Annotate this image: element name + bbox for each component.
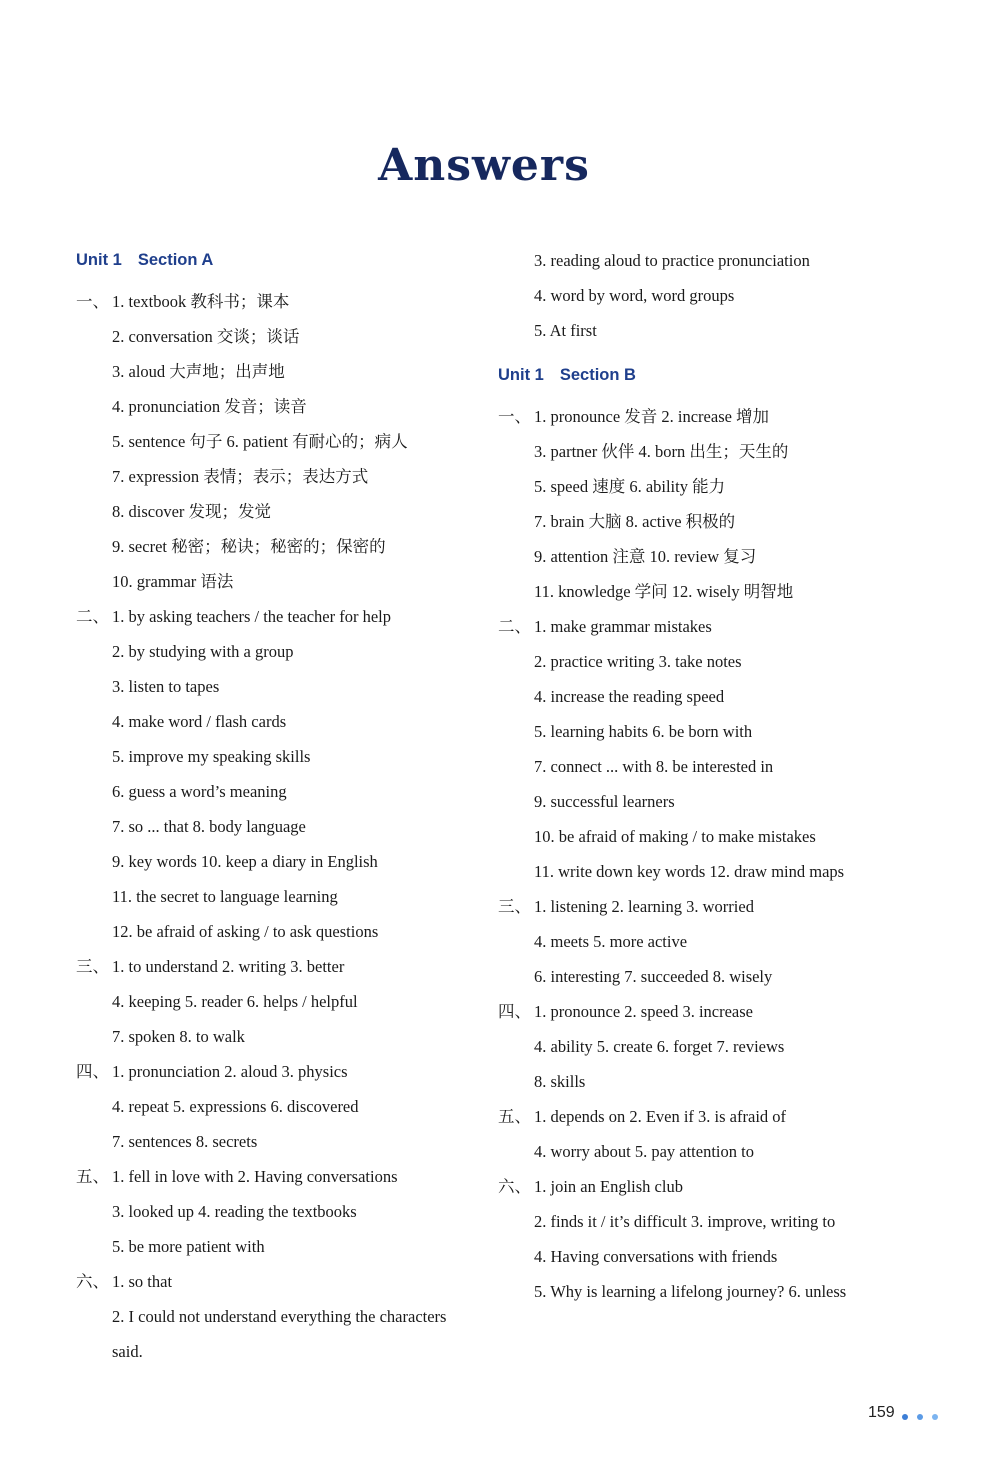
answer-line [76,389,496,424]
page-decoration-dots [902,1407,947,1425]
answer-line [76,424,496,459]
answer-text: 3. reading aloud to practice pronunciation [534,251,810,270]
answer-line [498,819,918,854]
answer-text: 1. pronunciation 2. aloud 3. physics [112,1062,348,1081]
answer-text: 4. increase the reading speed [534,687,725,706]
answer-text: 7. brain 大脑 8. active 积极的 [534,512,736,531]
page-number: 159 [868,1404,895,1421]
answer-list-section-a [76,284,496,1369]
answer-text: 5. speed 速度 6. ability 能力 [534,477,726,496]
answer-line [498,889,918,924]
answer-line [498,644,918,679]
unit-label: Unit 1 [76,251,122,269]
answer-text: 2. by studying with a group [112,642,294,661]
answer-text: 10. be afraid of making / to make mistakes [534,827,816,846]
answer-text: 3. looked up 4. reading the textbooks [112,1202,357,1221]
answer-text: 4. worry about 5. pay attention to [534,1142,754,1161]
answer-line [498,1029,918,1064]
answer-line [498,574,918,609]
answer-line [76,494,496,529]
section-label: Section A [137,251,214,269]
answer-line [498,679,918,714]
question-group-number: 六、 [498,1177,531,1196]
section-heading-unit1-a [76,243,496,278]
answer-line [76,1124,496,1159]
answer-line [498,504,918,539]
answer-line [76,599,496,634]
answer-text: 2. finds it / it’s difficult 3. improve, writing to [534,1212,836,1231]
answer-text: 4. ability 5. create 6. forget 7. reviews [534,1037,785,1056]
right-column [498,243,918,1309]
question-group-number: 二、 [498,617,531,636]
answer-line [498,469,918,504]
answer-line [76,529,496,564]
answer-text: 7. spoken 8. to walk [112,1027,245,1046]
answer-line [498,854,918,889]
answer-text: 2. conversation 交谈；谈话 [112,327,300,346]
question-group-number: 二、 [76,607,109,626]
answer-line [498,1169,918,1204]
answer-line [76,1019,496,1054]
section-heading-unit1-b [498,358,918,393]
answer-line [498,434,918,469]
answer-text: 7. connect ... with 8. be interested in [534,757,774,776]
answer-text: 10. grammar 语法 [112,572,234,591]
answer-text: 5. Why is learning a lifelong journey? 6. unless [534,1282,847,1301]
question-group-number: 三、 [76,957,109,976]
answer-line [498,994,918,1029]
section-label: Section B [559,366,636,384]
answer-line [76,669,496,704]
answer-text: 9. successful learners [534,792,675,811]
answer-text: 3. aloud 大声地；出声地 [112,362,285,381]
question-group-number: 四、 [76,1062,109,1081]
answer-text: 1. pronounce 发音 2. increase 增加 [534,407,770,426]
answer-line [76,774,496,809]
answer-line [498,1239,918,1274]
answer-list-section-b [498,399,918,1309]
answer-line [76,914,496,949]
answer-text: 1. join an English club [534,1177,683,1196]
answer-line [76,459,496,494]
answer-line [76,284,496,319]
answer-line [76,1264,496,1299]
answer-line [498,1134,918,1169]
answer-line [76,1159,496,1194]
answer-text: 2. I could not understand everything the characters [112,1307,447,1326]
answer-text: 1. depends on 2. Even if 3. is afraid of [534,1107,787,1126]
answer-text: 11. knowledge 学问 12. wisely 明智地 [534,582,794,601]
answer-line [76,704,496,739]
answer-text: 1. by asking teachers / the teacher for help [112,607,392,626]
question-group-number: 四、 [498,1002,531,1021]
question-group-number: 一、 [76,292,109,311]
answer-line [76,809,496,844]
answer-line [498,749,918,784]
answer-text: 9. key words 10. keep a diary in English [112,852,378,871]
spacer [498,348,918,358]
question-group-number: 三、 [498,897,531,916]
answer-text: 9. attention 注意 10. review 复习 [534,547,757,566]
answer-line [498,924,918,959]
answer-text: 5. learning habits 6. be born with [534,722,753,741]
answer-text: 2. practice writing 3. take notes [534,652,742,671]
answer-line [76,1299,496,1334]
answer-text: 9. secret 秘密；秘诀；秘密的；保密的 [112,537,386,556]
answer-text: 5. At first [534,321,597,340]
answer-text: 11. write down key words 12. draw mind maps [534,862,845,881]
answer-line [76,949,496,984]
unit-label: Unit 1 [498,366,544,384]
answer-text: 1. pronounce 2. speed 3. increase [534,1002,754,1021]
answer-line [76,1194,496,1229]
answer-line [76,1229,496,1264]
answer-text: 3. partner 伙伴 4. born 出生；天生的 [534,442,789,461]
answer-line [76,844,496,879]
answer-text: 3. listen to tapes [112,677,220,696]
answer-line [76,1054,496,1089]
question-group-number: 五、 [76,1167,109,1186]
answer-text: 5. sentence 句子 6. patient 有耐心的；病人 [112,432,408,451]
answer-text: 4. pronunciation 发音；读音 [112,397,307,416]
answer-list-section-a-continued [498,243,918,348]
answer-line [498,1204,918,1239]
answer-text: 7. sentences 8. secrets [112,1132,258,1151]
answer-text: 12. be afraid of asking / to ask questions [112,922,379,941]
answer-line [498,313,918,348]
answer-line [498,539,918,574]
answer-line [498,714,918,749]
answer-line [498,959,918,994]
answer-text: 4. word by word, word groups [534,286,735,305]
answer-line [498,784,918,819]
answer-text: 4. meets 5. more active [534,932,688,951]
answer-text: 6. interesting 7. succeeded 8. wisely [534,967,773,986]
question-group-number: 一、 [498,407,531,426]
answer-line [76,1334,496,1369]
answer-line [76,564,496,599]
answer-line [498,609,918,644]
answer-line [76,984,496,1019]
answer-line [498,278,918,313]
answer-text: 4. Having conversations with friends [534,1247,778,1266]
answer-text: 8. discover 发现；发觉 [112,502,272,521]
answer-text: 1. to understand 2. writing 3. better [112,957,345,976]
answer-text: 5. be more patient with [112,1237,265,1256]
answer-text: 1. so that [112,1272,173,1291]
answer-text: 4. repeat 5. expressions 6. discovered [112,1097,359,1116]
answer-text: 5. improve my speaking skills [112,747,311,766]
answer-text: 7. expression 表情；表示；表达方式 [112,467,369,486]
answer-line [498,399,918,434]
answer-line [498,1064,918,1099]
answer-text: 4. keeping 5. reader 6. helps / helpful [112,992,358,1011]
answer-line [76,739,496,774]
answer-line [76,319,496,354]
answer-line [76,354,496,389]
answer-text: 7. so ... that 8. body language [112,817,306,836]
answer-line [76,879,496,914]
left-column [76,243,496,1369]
answer-text: 8. skills [534,1072,586,1091]
answer-line [498,1274,918,1309]
answer-text: 1. fell in love with 2. Having conversations [112,1167,398,1186]
answer-line [498,1099,918,1134]
question-group-number: 五、 [498,1107,531,1126]
page-title: Answers [378,140,590,191]
answer-line [76,1089,496,1124]
answer-text: said. [112,1342,143,1361]
answer-line [76,634,496,669]
answer-line [498,243,918,278]
question-group-number: 六、 [76,1272,109,1291]
answer-text: 4. make word / flash cards [112,712,287,731]
answer-text: 11. the secret to language learning [112,887,338,906]
answer-text: 6. guess a word’s meaning [112,782,287,801]
answer-text: 1. textbook 教科书；课本 [112,292,290,311]
answer-text: 1. make grammar mistakes [534,617,712,636]
answer-text: 1. listening 2. learning 3. worried [534,897,754,916]
